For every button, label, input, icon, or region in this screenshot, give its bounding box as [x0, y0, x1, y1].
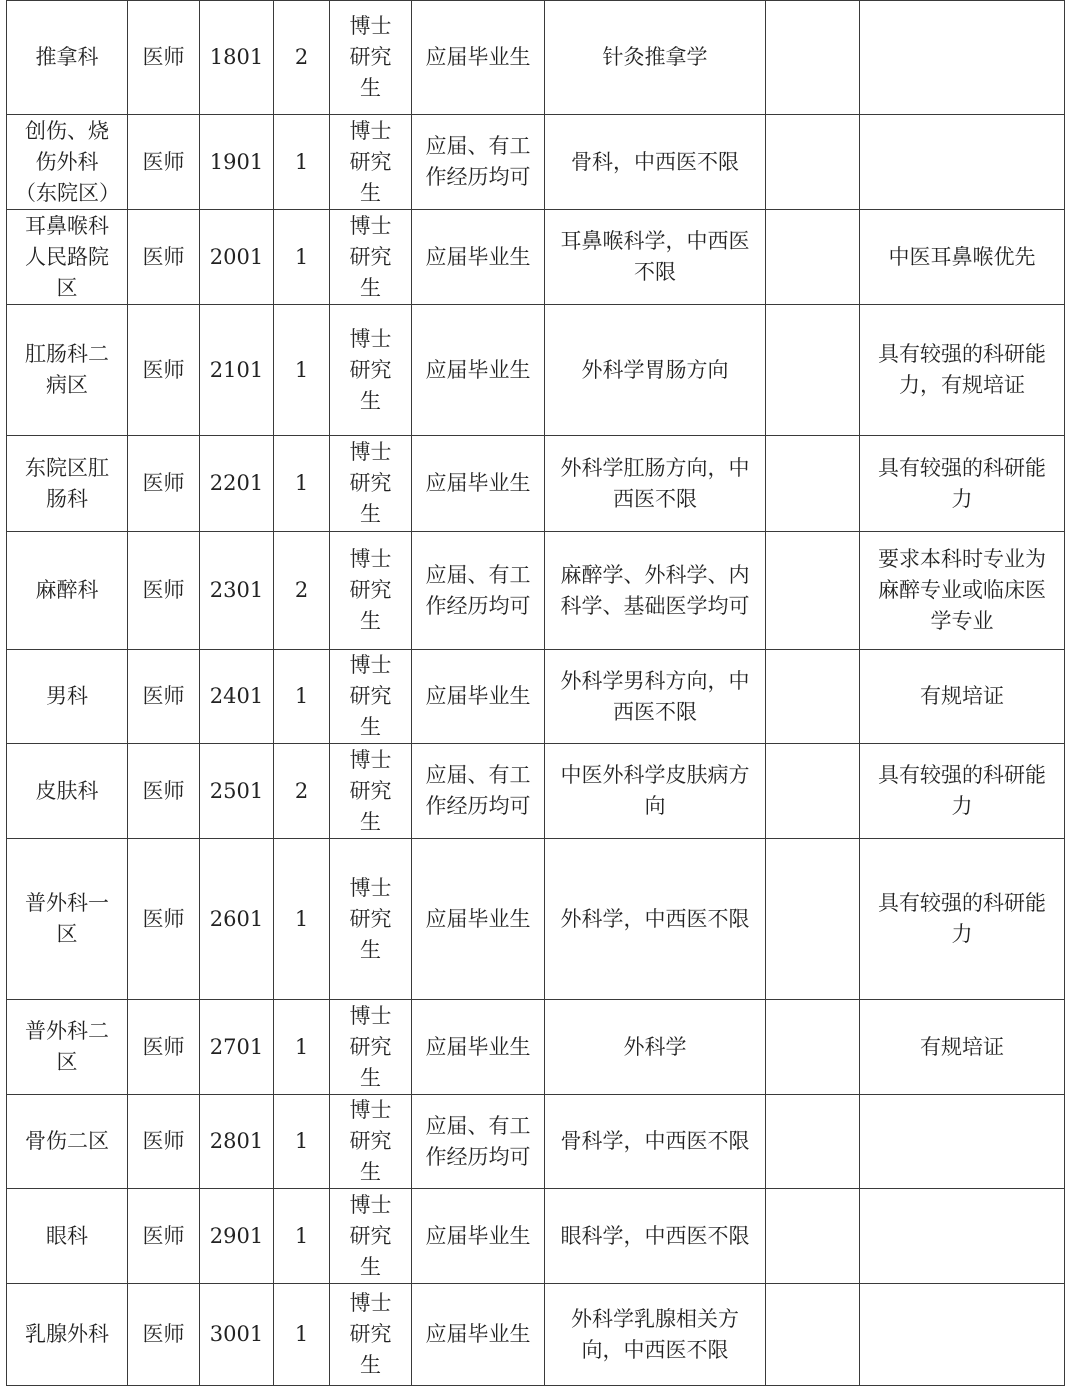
- requirements-cell: [860, 1, 1065, 115]
- table-row: [7, 1000, 1065, 1095]
- requirements-cell: [860, 115, 1065, 210]
- position-code-cell: 2101: [200, 305, 274, 436]
- experience-cell: 应届、有工作经历均可: [412, 532, 545, 650]
- major-cell: 外科学胃肠方向: [545, 305, 766, 436]
- requirements-cell: 具有较强的科研能力: [860, 436, 1065, 532]
- headcount-cell: 1: [274, 839, 330, 1000]
- major-cell: 麻醉学、外科学、内科学、基础医学均可: [545, 532, 766, 650]
- table-row: [7, 650, 1065, 744]
- headcount-cell: 1: [274, 210, 330, 305]
- department-cell: 创伤、烧伤外科（东院区）: [7, 115, 128, 210]
- position-code-cell: 2501: [200, 744, 274, 839]
- experience-cell: 应届毕业生: [412, 1000, 545, 1095]
- major-cell: 骨科学，中西医不限: [545, 1095, 766, 1189]
- experience-cell: 应届、有工作经历均可: [412, 115, 545, 210]
- position-cell: 医师: [128, 744, 200, 839]
- requirements-cell: 中医耳鼻喉优先: [860, 210, 1065, 305]
- other-cell: [766, 1095, 860, 1189]
- table-row: [7, 1, 1065, 115]
- other-cell: [766, 1189, 860, 1284]
- position-cell: 医师: [128, 436, 200, 532]
- requirements-cell: 具有较强的科研能力: [860, 744, 1065, 839]
- position-code-cell: 2201: [200, 436, 274, 532]
- headcount-cell: 1: [274, 650, 330, 744]
- position-cell: 医师: [128, 1000, 200, 1095]
- major-cell: 外科学，中西医不限: [545, 839, 766, 1000]
- requirements-cell: [860, 1284, 1065, 1386]
- education-cell: 博士研究生: [330, 115, 412, 210]
- headcount-cell: 2: [274, 744, 330, 839]
- table-row: [7, 1284, 1065, 1386]
- experience-cell: 应届、有工作经历均可: [412, 1095, 545, 1189]
- headcount-cell: 1: [274, 1000, 330, 1095]
- experience-cell: 应届、有工作经历均可: [412, 744, 545, 839]
- headcount-cell: 1: [274, 1189, 330, 1284]
- other-cell: [766, 744, 860, 839]
- education-cell: 博士研究生: [330, 305, 412, 436]
- education-cell: 博士研究生: [330, 436, 412, 532]
- department-cell: 耳鼻喉科人民路院区: [7, 210, 128, 305]
- major-cell: 骨科，中西医不限: [545, 115, 766, 210]
- position-code-cell: 1901: [200, 115, 274, 210]
- table-row: [7, 210, 1065, 305]
- position-cell: 医师: [128, 1189, 200, 1284]
- experience-cell: 应届毕业生: [412, 839, 545, 1000]
- experience-cell: 应届毕业生: [412, 1189, 545, 1284]
- major-cell: 外科学男科方向，中西医不限: [545, 650, 766, 744]
- experience-cell: 应届毕业生: [412, 436, 545, 532]
- position-code-cell: 2701: [200, 1000, 274, 1095]
- education-cell: 博士研究生: [330, 744, 412, 839]
- major-cell: 外科学: [545, 1000, 766, 1095]
- major-cell: 外科学乳腺相关方向，中西医不限: [545, 1284, 766, 1386]
- department-cell: 眼科: [7, 1189, 128, 1284]
- headcount-cell: 1: [274, 436, 330, 532]
- position-cell: 医师: [128, 1, 200, 115]
- department-cell: 推拿科: [7, 1, 128, 115]
- other-cell: [766, 532, 860, 650]
- headcount-cell: 1: [274, 305, 330, 436]
- other-cell: [766, 436, 860, 532]
- requirements-cell: [860, 1189, 1065, 1284]
- other-cell: [766, 115, 860, 210]
- department-cell: 肛肠科二病区: [7, 305, 128, 436]
- table-row: [7, 532, 1065, 650]
- experience-cell: 应届毕业生: [412, 210, 545, 305]
- requirements-cell: 具有较强的科研能力: [860, 839, 1065, 1000]
- department-cell: 骨伤二区: [7, 1095, 128, 1189]
- requirements-cell: 要求本科时专业为麻醉专业或临床医学专业: [860, 532, 1065, 650]
- position-code-cell: 2301: [200, 532, 274, 650]
- education-cell: 博士研究生: [330, 650, 412, 744]
- experience-cell: 应届毕业生: [412, 1, 545, 115]
- department-cell: 东院区肛肠科: [7, 436, 128, 532]
- position-code-cell: 2901: [200, 1189, 274, 1284]
- headcount-cell: 1: [274, 115, 330, 210]
- education-cell: 博士研究生: [330, 1284, 412, 1386]
- education-cell: 博士研究生: [330, 1, 412, 115]
- position-cell: 医师: [128, 1284, 200, 1386]
- headcount-cell: 2: [274, 1, 330, 115]
- position-cell: 医师: [128, 650, 200, 744]
- experience-cell: 应届毕业生: [412, 1284, 545, 1386]
- position-code-cell: 2801: [200, 1095, 274, 1189]
- table-row: [7, 1189, 1065, 1284]
- headcount-cell: 1: [274, 1095, 330, 1189]
- department-cell: 普外科一区: [7, 839, 128, 1000]
- education-cell: 博士研究生: [330, 1000, 412, 1095]
- position-code-cell: 3001: [200, 1284, 274, 1386]
- other-cell: [766, 1000, 860, 1095]
- experience-cell: 应届毕业生: [412, 305, 545, 436]
- major-cell: 外科学肛肠方向，中西医不限: [545, 436, 766, 532]
- position-cell: 医师: [128, 1095, 200, 1189]
- table-row: [7, 839, 1065, 1000]
- table-row: [7, 305, 1065, 436]
- requirements-cell: [860, 1095, 1065, 1189]
- department-cell: 乳腺外科: [7, 1284, 128, 1386]
- other-cell: [766, 650, 860, 744]
- experience-cell: 应届毕业生: [412, 650, 545, 744]
- education-cell: 博士研究生: [330, 1095, 412, 1189]
- position-cell: 医师: [128, 839, 200, 1000]
- education-cell: 博士研究生: [330, 210, 412, 305]
- headcount-cell: 2: [274, 532, 330, 650]
- other-cell: [766, 1, 860, 115]
- requirements-cell: 具有较强的科研能力，有规培证: [860, 305, 1065, 436]
- position-cell: 医师: [128, 532, 200, 650]
- department-cell: 普外科二区: [7, 1000, 128, 1095]
- education-cell: 博士研究生: [330, 1189, 412, 1284]
- position-code-cell: 2601: [200, 839, 274, 1000]
- major-cell: 眼科学，中西医不限: [545, 1189, 766, 1284]
- table-row: [7, 744, 1065, 839]
- position-cell: 医师: [128, 305, 200, 436]
- headcount-cell: 1: [274, 1284, 330, 1386]
- major-cell: 耳鼻喉科学，中西医不限: [545, 210, 766, 305]
- major-cell: 中医外科学皮肤病方向: [545, 744, 766, 839]
- recruitment-table: [6, 0, 1065, 1386]
- education-cell: 博士研究生: [330, 532, 412, 650]
- table-row: [7, 115, 1065, 210]
- major-cell: 针灸推拿学: [545, 1, 766, 115]
- other-cell: [766, 1284, 860, 1386]
- education-cell: 博士研究生: [330, 839, 412, 1000]
- requirements-cell: 有规培证: [860, 1000, 1065, 1095]
- other-cell: [766, 210, 860, 305]
- requirements-cell: 有规培证: [860, 650, 1065, 744]
- department-cell: 男科: [7, 650, 128, 744]
- position-cell: 医师: [128, 210, 200, 305]
- position-code-cell: 2001: [200, 210, 274, 305]
- position-cell: 医师: [128, 115, 200, 210]
- other-cell: [766, 305, 860, 436]
- position-code-cell: 2401: [200, 650, 274, 744]
- position-code-cell: 1801: [200, 1, 274, 115]
- department-cell: 麻醉科: [7, 532, 128, 650]
- table-row: [7, 436, 1065, 532]
- table-row: [7, 1095, 1065, 1189]
- department-cell: 皮肤科: [7, 744, 128, 839]
- other-cell: [766, 839, 860, 1000]
